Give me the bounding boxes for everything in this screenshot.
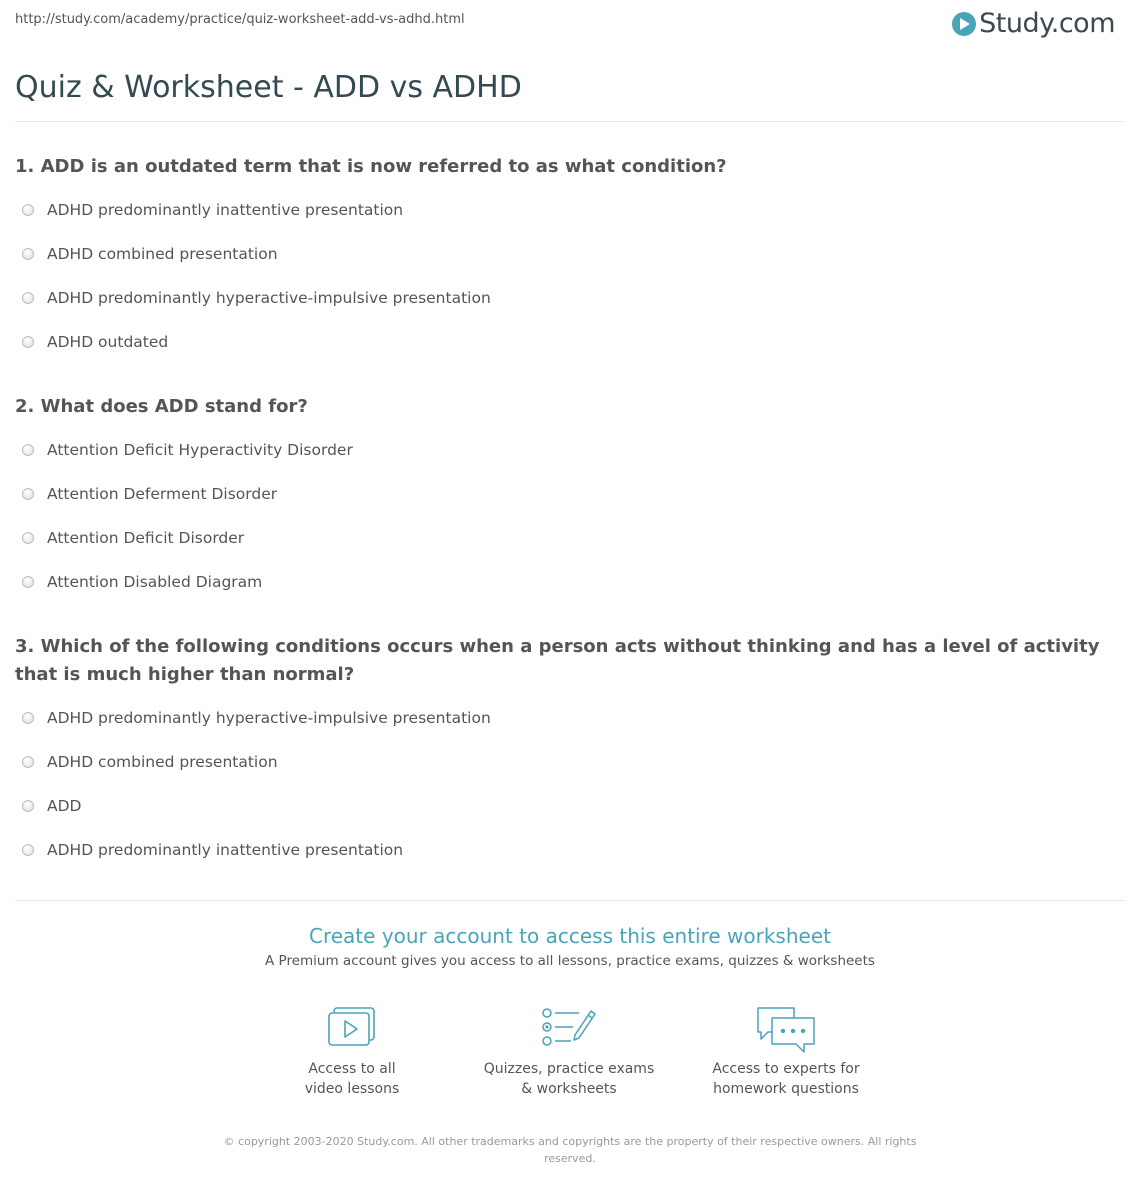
question-2-option-4[interactable]: [22, 572, 262, 592]
copyright-line: reserved.: [544, 1152, 596, 1165]
option-label: ADHD outdated: [47, 333, 169, 351]
option-label: ADHD predominantly hyperactive-impulsive presentation: [47, 709, 491, 727]
question-3-option-2[interactable]: [22, 752, 278, 772]
question-3-option-1[interactable]: [22, 708, 491, 728]
radio-button[interactable]: [22, 248, 34, 260]
feature-experts: [686, 1005, 886, 1099]
feature-line: homework questions: [713, 1081, 859, 1097]
question-2-option-2[interactable]: [22, 484, 277, 504]
question-1-option-4[interactable]: [22, 332, 168, 352]
question-1-option-2[interactable]: [22, 244, 278, 264]
feature-line: Quizzes, practice exams: [483, 1061, 655, 1077]
video-lessons-icon: [326, 1005, 378, 1049]
feature-line: Access to all: [308, 1061, 396, 1077]
cta-subtitle: A Premium account gives you access to all lessons, practice exams, quizzes & worksheets: [265, 953, 875, 969]
title-divider: [15, 121, 1125, 122]
play-logo-icon: [952, 12, 976, 36]
option-label: Attention Disabled Diagram: [47, 573, 263, 591]
radio-button[interactable]: [22, 336, 34, 348]
logo-text: Study.com: [979, 8, 1115, 39]
question-3: 3. Which of the following conditions occurs when a person acts without thinking and has a level of activity that is much higher than normal?: [15, 636, 1100, 685]
option-label: ADHD predominantly inattentive presentation: [47, 201, 404, 219]
question-1-option-3[interactable]: [22, 288, 491, 308]
option-label: ADHD predominantly inattentive presentation: [47, 841, 404, 859]
radio-button[interactable]: [22, 204, 34, 216]
radio-button[interactable]: [22, 800, 34, 812]
chat-bubbles-icon: [754, 1005, 818, 1055]
page-url: http://study.com/academy/practice/quiz-worksheet-add-vs-adhd.html: [15, 12, 465, 27]
quiz-checklist-icon: [541, 1005, 597, 1049]
radio-button[interactable]: [22, 444, 34, 456]
radio-button[interactable]: [22, 532, 34, 544]
question-1-option-1[interactable]: [22, 200, 403, 220]
copyright-line: © copyright 2003-2020 Study.com. All other trademarks and copyrights are the property of their respective owners. All rights: [223, 1135, 917, 1148]
feature-line: & worksheets: [521, 1081, 617, 1097]
question-1: 1. ADD is an outdated term that is now referred to as what condition?: [15, 156, 727, 177]
option-label: ADHD combined presentation: [47, 753, 278, 771]
radio-button[interactable]: [22, 712, 34, 724]
option-label: Attention Deficit Hyperactivity Disorder: [47, 441, 353, 459]
feature-quizzes: [469, 1005, 669, 1099]
radio-button[interactable]: [22, 844, 34, 856]
radio-button[interactable]: [22, 576, 34, 588]
radio-button[interactable]: [22, 756, 34, 768]
option-label: ADD: [47, 797, 82, 815]
radio-button[interactable]: [22, 292, 34, 304]
question-2: 2. What does ADD stand for?: [15, 396, 308, 417]
option-label: ADHD predominantly hyperactive-impulsive presentation: [47, 289, 491, 307]
feature-video-lessons: [252, 1005, 452, 1099]
study-logo[interactable]: [952, 8, 1115, 39]
question-3-option-3[interactable]: [22, 796, 81, 816]
feature-line: Access to experts for: [712, 1061, 860, 1077]
create-account-link[interactable]: Create your account to access this entire worksheet: [309, 924, 831, 948]
copyright-footer: [215, 1133, 925, 1167]
option-label: Attention Deferment Disorder: [47, 485, 278, 503]
question-2-option-3[interactable]: [22, 528, 244, 548]
radio-button[interactable]: [22, 488, 34, 500]
option-label: ADHD combined presentation: [47, 245, 278, 263]
cta-divider: [15, 900, 1125, 901]
page-title: Quiz & Worksheet - ADD vs ADHD: [15, 70, 522, 105]
top-bar: [0, 0, 1140, 50]
question-2-option-1[interactable]: [22, 440, 353, 460]
question-3-option-4[interactable]: [22, 840, 403, 860]
option-label: Attention Deficit Disorder: [47, 529, 245, 547]
feature-line: video lessons: [304, 1081, 400, 1097]
